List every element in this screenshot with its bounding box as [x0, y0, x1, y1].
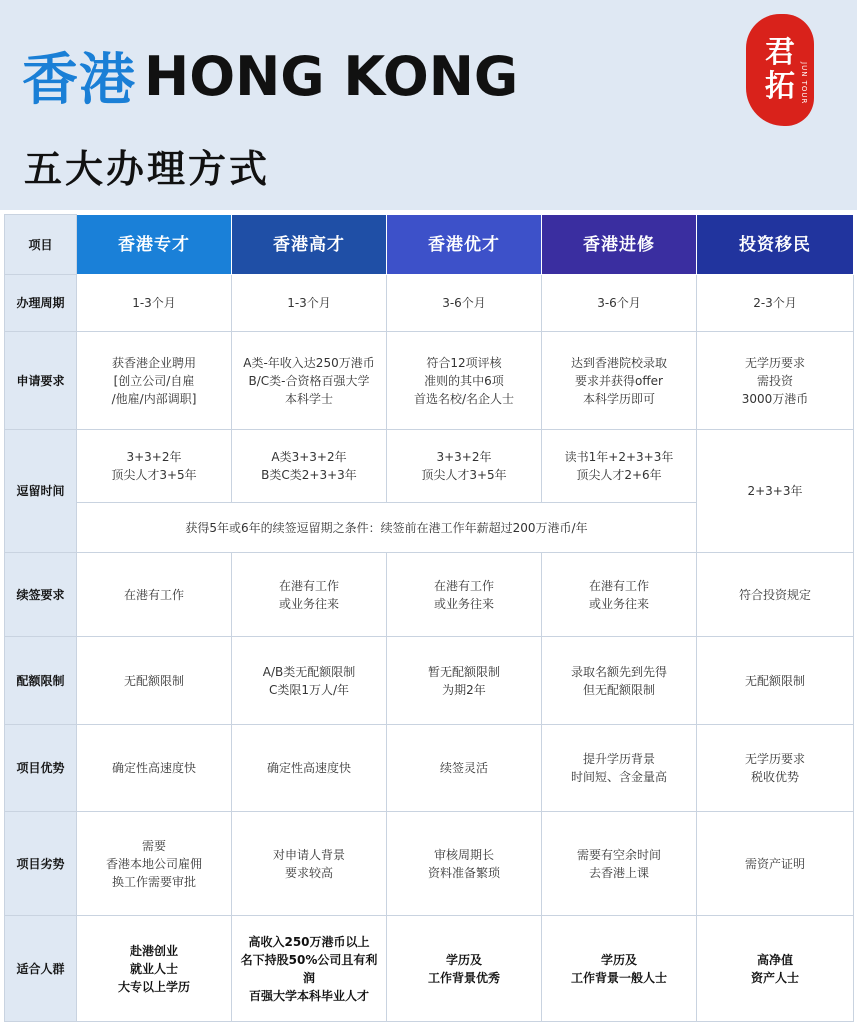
brand-logo-seal [746, 14, 814, 126]
table-cell: 提升学历背景 时间短、含金量高 [542, 725, 697, 812]
table-cell: 赴港创业 就业人士 大专以上学历 [77, 916, 232, 1022]
table-cell: 读书1年+2+3+3年 顶尖人才2+6年 [542, 430, 697, 503]
table-cell: 3-6个月 [542, 275, 697, 332]
table-cell: A类-年收入达250万港币 B/C类-合资格百强大学 本科学士 [232, 332, 387, 430]
table-cell: 在港有工作 或业务往来 [387, 553, 542, 637]
table-cell: 暂无配额限制 为期2年 [387, 637, 542, 725]
table-cell: 录取名额先到先得 但无配额限制 [542, 637, 697, 725]
row-disadvantage [5, 812, 854, 916]
table-cell: 审核周期长 资料准备繁琐 [387, 812, 542, 916]
row-label: 续签要求 [5, 553, 77, 637]
table-cell: 高净值 资产人士 [697, 916, 854, 1022]
row-period [5, 275, 854, 332]
corner-label: 项目 [5, 215, 77, 275]
table-cell: 学历及 工作背景优秀 [387, 916, 542, 1022]
table-cell: 在港有工作 或业务往来 [542, 553, 697, 637]
row-quota [5, 637, 854, 725]
title-english: HONG KONG [144, 44, 519, 108]
row-renewal [5, 553, 854, 637]
comparison-table [4, 214, 854, 1022]
table-cell: A类3+3+2年 B类C类2+3+3年 [232, 430, 387, 503]
row-label: 项目劣势 [5, 812, 77, 916]
table-cell: 获香港企业聘用 [创立公司/自雇 /他雇/内部调职] [77, 332, 232, 430]
table-cell: A/B类无配额限制 C类限1万人/年 [232, 637, 387, 725]
table-cell: 学历及 工作背景一般人士 [542, 916, 697, 1022]
row-label: 办理周期 [5, 275, 77, 332]
column-header: 香港高才 [232, 215, 387, 275]
table-cell: 2-3个月 [697, 275, 854, 332]
table-header-row [5, 215, 854, 275]
table-cell: 无配额限制 [77, 637, 232, 725]
column-header: 投资移民 [697, 215, 854, 275]
stay-note: 获得5年或6年的续签逗留期之条件：续签前在港工作年薪超过200万港币/年 [77, 503, 697, 553]
header-banner [0, 0, 857, 210]
table-cell: 无配额限制 [697, 637, 854, 725]
row-label: 适合人群 [5, 916, 77, 1022]
column-header: 香港优才 [387, 215, 542, 275]
table-cell: 3+3+2年 顶尖人才3+5年 [387, 430, 542, 503]
table-cell: 对申请人背景 要求较高 [232, 812, 387, 916]
row-label: 项目优势 [5, 725, 77, 812]
table-cell: 确定性高速度快 [77, 725, 232, 812]
row-requirement [5, 332, 854, 430]
logo-char-1: 君 [765, 35, 795, 70]
table-cell: 1-3个月 [232, 275, 387, 332]
row-label: 配额限制 [5, 637, 77, 725]
row-audience [5, 916, 854, 1022]
column-header: 香港进修 [542, 215, 697, 275]
table-cell: 高收入250万港币以上 名下持股50%公司且有利润 百强大学本科毕业人才 [232, 916, 387, 1022]
table-cell: 无学历要求 需投资 3000万港币 [697, 332, 854, 430]
title-chinese: 香港 [22, 48, 136, 113]
table-cell: 2+3+3年 [697, 430, 854, 553]
table-cell: 需资产证明 [697, 812, 854, 916]
row-advantage [5, 725, 854, 812]
row-stay [5, 430, 854, 503]
table-cell: 1-3个月 [77, 275, 232, 332]
table-cell: 续签灵活 [387, 725, 542, 812]
page-title [22, 36, 518, 116]
table-cell: 在港有工作 [77, 553, 232, 637]
logo-text: JUN TOUR [800, 62, 808, 105]
table-cell: 确定性高速度快 [232, 725, 387, 812]
logo-char-2: 拓 [765, 69, 795, 104]
table-cell: 符合投资规定 [697, 553, 854, 637]
table-cell: 需要有空余时间 去香港上课 [542, 812, 697, 916]
table-cell: 3-6个月 [387, 275, 542, 332]
table-cell: 无学历要求 税收优势 [697, 725, 854, 812]
table-cell: 达到香港院校录取 要求并获得offer 本科学历即可 [542, 332, 697, 430]
table-cell: 需要 香港本地公司雇佣 换工作需要审批 [77, 812, 232, 916]
page-subtitle: 五大办理方式 [24, 147, 271, 191]
table-cell: 3+3+2年 顶尖人才3+5年 [77, 430, 232, 503]
column-header: 香港专才 [77, 215, 232, 275]
row-label: 申请要求 [5, 332, 77, 430]
table-cell: 符合12项评核 准则的其中6项 首选名校/名企人士 [387, 332, 542, 430]
table-cell: 在港有工作 或业务往来 [232, 553, 387, 637]
row-label: 逗留时间 [5, 430, 77, 553]
